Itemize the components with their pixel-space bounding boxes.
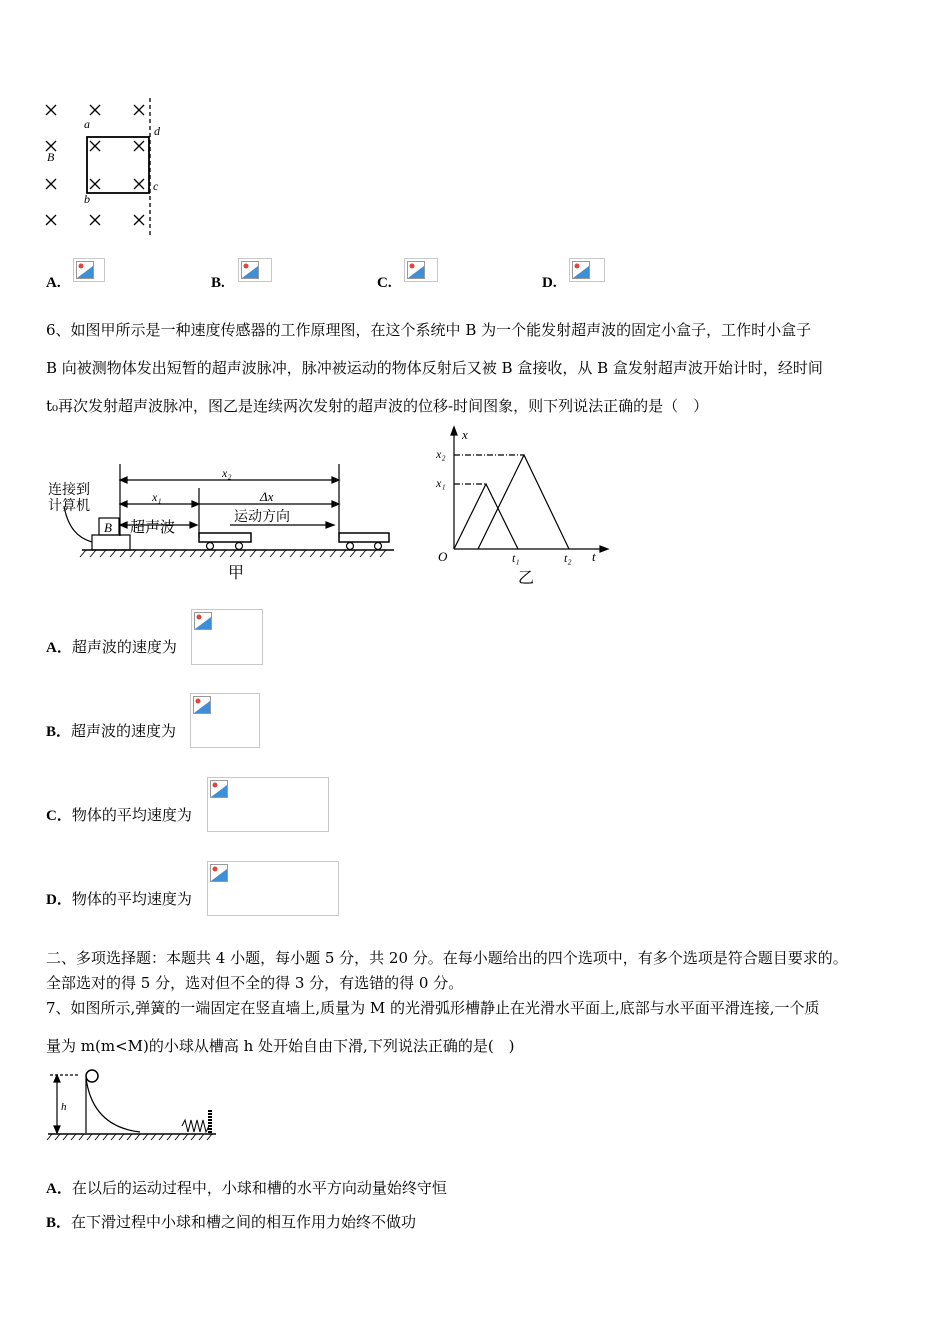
q5-option-c-image	[404, 258, 438, 282]
q6-option-c	[46, 805, 192, 826]
broken-image-icon	[210, 864, 228, 882]
q7-option-a-text: 在以后的运动过程中，小球和槽的水平方向动量始终守恒	[71, 1179, 447, 1197]
q6-option-b-letter: B．	[46, 724, 72, 740]
q6-fig-caption-jia: 甲	[228, 565, 245, 582]
broken-image-icon	[572, 261, 590, 279]
q6-fig-direction: 运动方向	[234, 510, 290, 525]
q6-option-d	[46, 889, 192, 910]
q6-option-c-letter: C．	[46, 808, 72, 824]
q5-option-a-image	[73, 258, 105, 282]
q7-option-b-text: 在下滑过程中小球和槽之间的相互作用力始终不做功	[71, 1213, 417, 1231]
q6-option-d-image	[207, 861, 339, 916]
q7-option-a	[46, 1178, 447, 1199]
broken-image-icon	[193, 696, 211, 714]
q6-fig-wave: 超声波	[130, 520, 176, 536]
q5-option-d-letter: D.	[542, 275, 557, 291]
broken-image-icon	[407, 261, 425, 279]
q5-label-b: b	[84, 192, 90, 206]
q6-graph-x-axis: x	[462, 427, 468, 442]
q6-graph-t-axis: t	[592, 549, 596, 564]
q5-magnetic-field-figure	[40, 95, 170, 240]
q6-figure-yi	[432, 425, 617, 590]
q6-option-b	[46, 721, 176, 742]
q6-graph-origin: O	[438, 549, 448, 564]
q6-stem-line1: 6、如图甲所示是一种速度传感器的工作原理图，在这个系统中 B 为一个能发射超声波的固定小盒子，工作时小盒子	[46, 321, 812, 339]
q6-option-a-letter: A．	[46, 640, 72, 656]
q6-fig-connect-l2: 计算机	[48, 499, 90, 514]
q5-option-b-letter: B.	[211, 275, 225, 291]
q6-fig-box-b: B	[104, 520, 112, 535]
q6-graph-t2: t₂	[564, 551, 572, 565]
q7-stem-line2: 量为 m(m<M)的小球从槽高 h 处开始自由下滑,下列说法正确的是( )	[46, 1037, 515, 1055]
q6-fig-x2: x₂	[222, 466, 232, 480]
q5-label-c: c	[153, 179, 159, 193]
broken-image-icon	[241, 261, 259, 279]
q5-option-b-image	[238, 258, 272, 282]
q7-stem-line1: 7、如图所示,弹簧的一端固定在竖直墙上,质量为 M 的光滑弧形槽静止在光滑水平面上,底部与水平面平滑连接,一个质	[46, 999, 820, 1017]
q7-option-a-letter: A．	[46, 1181, 72, 1197]
q5-option-a-letter: A.	[46, 275, 61, 291]
q6-stem-line2: B 向被测物体发出短暂的超声波脉冲，脉冲被运动的物体反射后又被 B 盒接收，从 B 盒发射超声波开始计时，经时间	[46, 359, 823, 377]
q6-option-a-text: 超声波的速度为	[71, 638, 177, 656]
q5-option-d-image	[569, 258, 605, 282]
q6-graph-caption-yi: 乙	[518, 570, 535, 587]
broken-image-icon	[194, 612, 212, 630]
q6-option-a	[46, 637, 177, 658]
q7-option-b-letter: B．	[46, 1215, 72, 1231]
q6-option-c-text: 物体的平均速度为	[71, 806, 192, 824]
q5-label-a: a	[84, 117, 90, 131]
section2-line1: 二、多项选择题：本题共 4 小题，每小题 5 分，共 20 分。在每小题给出的四个选项中，有多个选项是符合题目要求的。	[46, 949, 848, 967]
q6-figure-jia	[42, 458, 402, 588]
q6-fig-dx: Δx	[260, 489, 274, 504]
q6-option-d-letter: D．	[46, 892, 72, 908]
q6-option-c-image	[207, 777, 329, 832]
q7-figure	[44, 1066, 222, 1144]
q6-graph-x2: x₂	[436, 447, 446, 461]
q5-label-field-b: B	[47, 150, 55, 164]
q6-graph-t1: t₁	[512, 551, 520, 565]
q5-label-d: d	[154, 124, 160, 138]
q6-option-a-image	[191, 609, 263, 665]
q6-option-b-text: 超声波的速度为	[71, 722, 177, 740]
q5-option-c-letter: C.	[377, 275, 392, 291]
section2-line2: 全部选对的得 5 分，选对但不全的得 3 分，有选错的得 0 分。	[46, 974, 464, 992]
q7-fig-h: h	[61, 1101, 67, 1113]
q6-graph-x1: x₁	[436, 476, 446, 490]
broken-image-icon	[76, 261, 94, 279]
q6-fig-connect-l1: 连接到	[48, 483, 90, 498]
q6-stem-line3: t₀再次发射超声波脉冲，图乙是连续两次发射的超声波的位移-时间图象，则下列说法正确的是（ ）	[46, 397, 709, 415]
q7-option-b	[46, 1212, 416, 1233]
q6-option-b-image	[190, 693, 260, 748]
q6-option-d-text: 物体的平均速度为	[71, 890, 192, 908]
q6-fig-x1: x₁	[152, 490, 162, 504]
broken-image-icon	[210, 780, 228, 798]
